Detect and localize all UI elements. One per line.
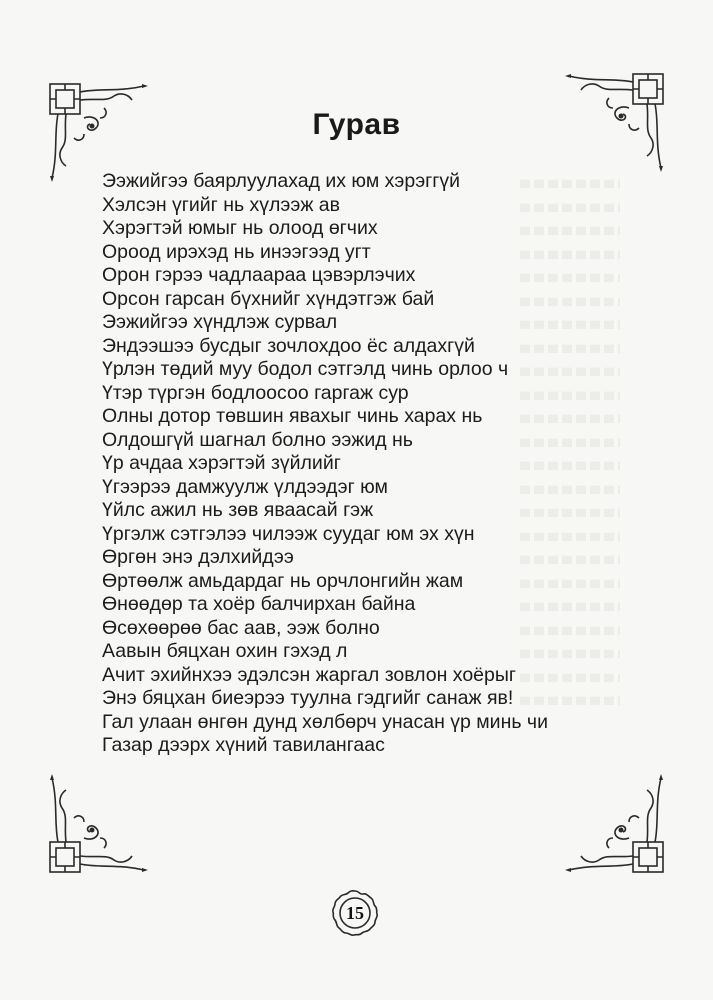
poem-line: Олдошгүй шагнал болно ээжид нь <box>102 428 413 451</box>
corner-ornament-bottom-right-icon <box>559 768 669 878</box>
poem-line: Өсөхөөрөө бас аав, ээж болно <box>102 616 380 639</box>
poem-line: Үр ачдаа хэрэгтэй зүйлийг <box>102 452 341 474</box>
poem-line: Үтэр түргэн бодлоосоо гаргаж сур <box>102 381 409 404</box>
poem-line: Үгээрээ дамжуулж үлдээдэг юм <box>102 475 388 498</box>
poem-line: Ээжийгээ баярлуулахад их юм хэрэггүй <box>102 170 461 192</box>
poem-line: Ороод ирэхэд нь инээгээд угт <box>102 240 371 263</box>
poem-line: Өргөн энэ дэлхийдээ <box>102 546 294 568</box>
poem-line: Орон гэрээ чадлаараа цэвэрлэчих <box>102 264 416 286</box>
poem-line: Өнөөдөр та хоёр балчирхан байна <box>102 593 416 615</box>
poem-line: Орсон гарсан бүхнийг хүндэтгэж бай <box>102 287 435 310</box>
poem-line: Үргэлж сэтгэлээ чилээж суудаг юм эх хүн <box>102 522 475 545</box>
poem-line: Эндээшээ бусдыг зочлохдоо ёс алдахгүй <box>102 334 475 357</box>
poem-title: Гурав <box>312 108 401 141</box>
poem-line: Үрлэн төдий муу бодол сэтгэлд чинь орлоо ч <box>102 358 509 380</box>
page-number <box>330 888 380 938</box>
poem-line: Аавын бяцхан охин гэхэд л <box>102 640 348 662</box>
poem-line: Гал улаан өнгөн дунд хөлбөрч унасан үр минь чи <box>102 710 548 733</box>
poem-line: Хэлсэн үгийг нь хүлээж ав <box>102 193 340 216</box>
poem-line: Ачит эхийнхээ эдэлсэн жаргал зовлон хоёрыг <box>102 663 516 686</box>
poem-line: Үйлс ажил нь зөв яваасай гэж <box>102 499 374 521</box>
poem-line: Хэрэгтэй юмыг нь олоод өгчих <box>102 217 378 239</box>
poem-lines <box>102 170 582 758</box>
poem-line: Ээжийгээ хүндлэж сурвал <box>102 311 338 333</box>
poem-line: Өртөөлж амьдардаг нь орчлонгийн жам <box>102 569 464 592</box>
poem-line: Энэ бяцхан биеэрээ туулна гэдгийг санаж яв! <box>102 687 514 709</box>
poem-line: Олны дотор төвшин явахыг чинь харах нь <box>102 405 483 427</box>
page-number-label: 15 <box>346 903 364 923</box>
corner-ornament-bottom-left-icon <box>44 768 154 878</box>
poem-line: Газар дээрх хүний тавилангаас <box>102 734 385 756</box>
